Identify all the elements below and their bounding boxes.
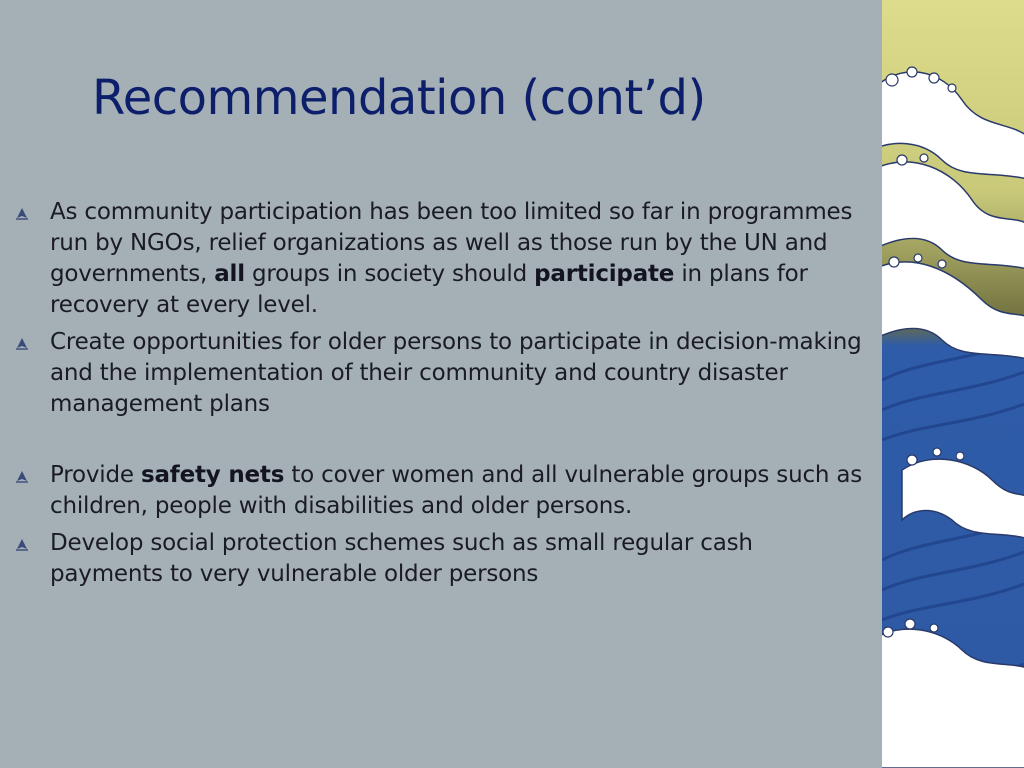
sailboat-bullet-icon [14,207,30,221]
sailboat-bullet-icon [14,538,30,552]
bullet-text: Provide [50,462,141,488]
bullet-bold-text: all [214,261,245,287]
bullet-list [14,197,864,590]
wave-illustration [882,0,1024,768]
bullet-bold-text: safety nets [140,462,285,488]
bullet-text: groups in society should [244,261,535,287]
bullet-text: to cover women and all vulnerable groups such as children, people with disabilities and older persons. [50,462,863,519]
sailboat-bullet-icon [14,337,30,351]
bullet-bold-text: participate [534,261,675,287]
bullet-item [14,528,864,590]
bullet-item [14,327,864,420]
bullet-item [14,460,864,522]
wave-svg [882,0,1024,768]
bullet-text: Create opportunities for older persons to participate in decision-making and the implementation of their community and country disaster management plans [50,329,862,417]
bullet-text: Develop social protection schemes such as small regular cash payments to very vulnerable older persons [50,530,753,587]
bullet-text: As community participation has been too limited so far in programmes run by NGOs, relief organizations as well as those run by the UN and governments, [50,199,853,287]
sailboat-bullet-icon [14,470,30,484]
bullet-item [14,197,864,321]
bullet-text: in plans for recovery at every level. [50,261,808,318]
slide-title: Recommendation (cont’d) [92,70,706,126]
